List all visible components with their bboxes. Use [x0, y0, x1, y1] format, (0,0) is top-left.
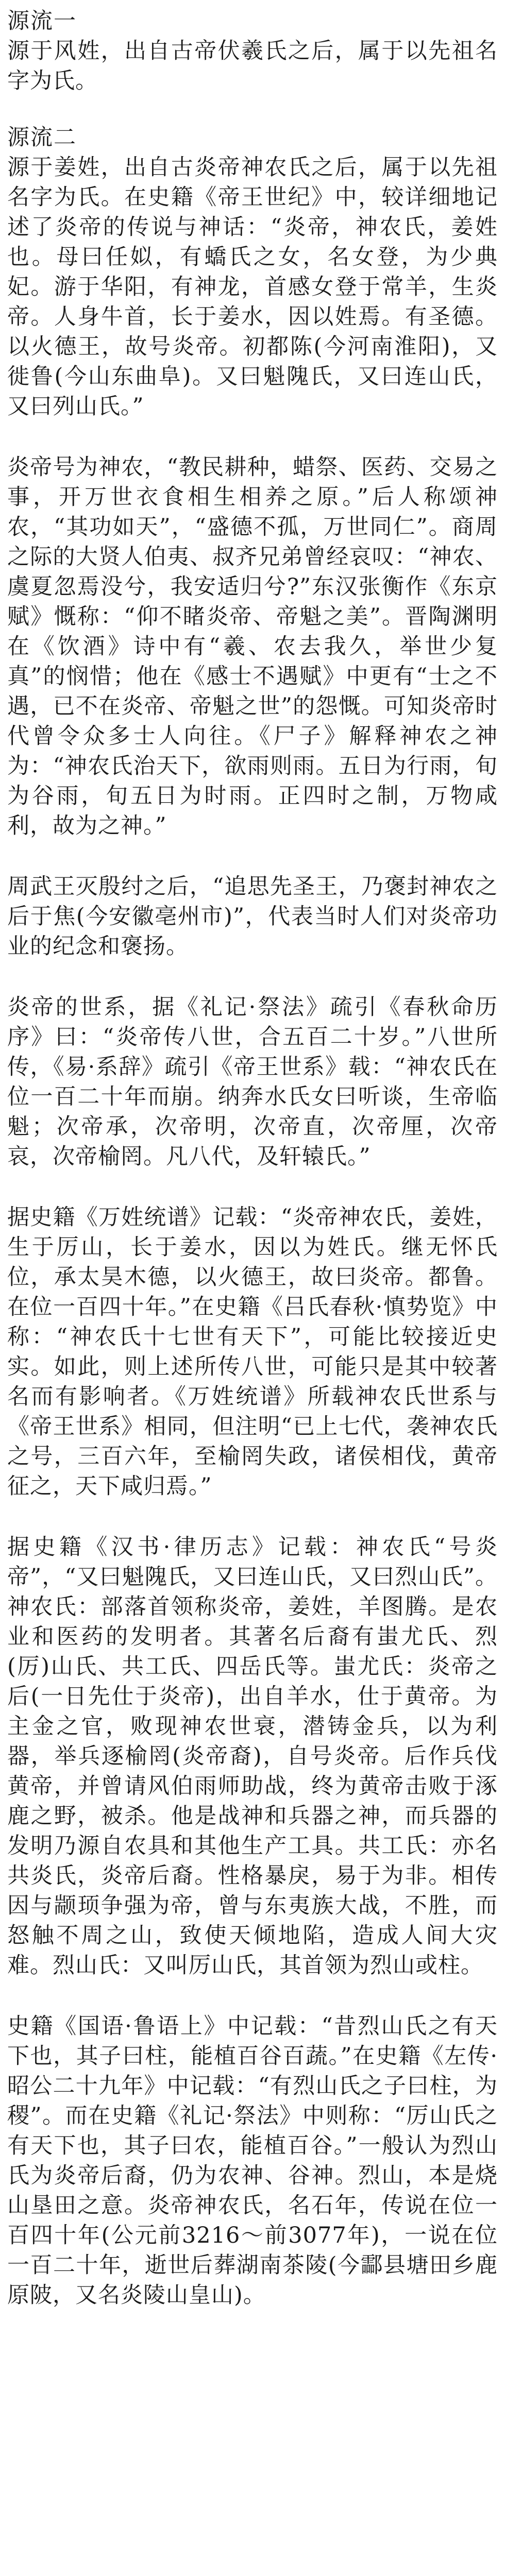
- spacer: [7, 961, 498, 992]
- hanshu-paragraph: 据史籍《汉书·律历志》记载：神农氏“号炎帝”，“又曰魁隗氏，又曰连山氏，又曰烈山氏”。神农氏：部落首领称炎帝，姜姓，羊图腾。是农业和医药的发明者。其著名后裔有蚩尤氏、烈(厉)山氏、共工氏、四岳氏等。蚩尤氏：炎帝之后(一日先仕于炎帝)，出自羊水，仕于黄帝。为主金之官，败现神农世衰，潜铸金兵，以为利器，举兵逐榆罔(炎帝裔)，自号炎帝。后作兵伐黄帝，并曾请风伯雨师助战，终为黄帝击败于涿鹿之野，被杀。他是战神和兵器之神，而兵器的发明乃源自农具和其他生产工具。共工氏：亦名共炎氏，炎帝后裔。性格暴戾，易于为非。相传因与颛顼争强为帝，曾与东夷族大战，不胜，而怒触不周之山，致使天倾地陷，造成人间大灾难。烈山氏：又叫厉山氏，其首领为烈山或柱。: [7, 1534, 498, 1978]
- spacer: [7, 1980, 498, 2011]
- spacer: [7, 1501, 498, 1532]
- spacer: [7, 1172, 498, 1202]
- section-2-heading: 源流二: [7, 125, 77, 150]
- spacer: [7, 841, 498, 872]
- guoyu-paragraph: 史籍《国语·鲁语上》中记载：“昔烈山氏之有天下也，其子曰柱，能植百谷百蔬。”在史籍《左传·昭公二十九年》中记载：“有烈山氏之子曰柱，为稷”。而在史籍《礼记·祭法》中则称：“厉山氏之有天下也，其子曰农，能植百谷。”一般认为烈山氏为炎帝后裔，仍为农神、谷神。烈山，本是烧山垦田之意。炎帝神农氏，名石年，传说在位一百四十年(公元前3216～前3077年)，一说在位一百二十年，逝世后葬湖南茶陵(今酃县塘田乡鹿原陂，又名炎陵山皇山)。: [7, 2013, 498, 2308]
- wanxing-tongpu-paragraph: 据史籍《万姓统谱》记载：“炎帝神农氏，姜姓，生于厉山，长于姜水，因以为姓氏。继无怀氏位，承太昊木德，以火德王，故曰炎帝。都鲁。在位一百四十年。”在史籍《吕氏春秋·慎势览》中称：“神农氏十七世有天下”，可能比较接近史实。如此，则上述所传八世，可能只是其中较著名而有影响者。《万姓统谱》所载神农氏世系与《帝王世系》相同，但注明“已上七代，袭神农氏之号，三百六年，至榆罔失政，诸侯相伐，黄帝征之，天下咸归焉。”: [7, 1205, 498, 1499]
- section-1-heading: 源流一: [7, 8, 77, 34]
- zhou-wuwang-paragraph: 周武王灭殷纣之后，“追思先圣王，乃褒封神农之后于焦(今安徽亳州市)”，代表当时人们对炎帝功业的纪念和褒扬。: [7, 874, 498, 959]
- section-1-paragraph: 源于风姓，出自古帝伏羲氏之后，属于以先祖名字为氏。: [7, 38, 498, 94]
- lineage-paragraph: 炎帝的世系，据《礼记·祭法》疏引《春秋命历序》曰：“炎帝传八世，合五百二十岁。”八世所传，《易·系辞》疏引《帝王世系》载：“神农氏在位一百二十年而崩。纳奔水氏女曰听谈，生帝临魁；次帝承，次帝明，次帝直，次帝厘，次帝哀，次帝榆罔。凡八代，及轩辕氏。”: [7, 994, 498, 1170]
- shennong-paragraph: 炎帝号为神农，“教民耕种，蜡祭、医药、交易之事，开万世衣食相生相养之原。”后人称颂神农，“其功如天”，“盛德不孤，万世同仁”。商周之际的大贤人伯夷、叔齐兄弟曾经哀叹：“神农、虞夏忽焉没兮，我安适归兮?”东汉张衡作《东京赋》慨称：“仰不睹炎帝、帝魁之美”。晋陶渊明在《饮酒》诗中有“羲、农去我久，举世少复真”的悯惜；他在《感士不遇赋》中更有“士之不遇，已不在炎帝、帝魁之世”的怨慨。可知炎帝时代曾令众多士人向往。《尸子》解释神农之神为：“神农氏治天下，欲雨则雨。五日为行雨，旬为谷雨，旬五日为时雨。正四时之制，万物咸利，故为之神。”: [7, 454, 498, 839]
- section-2-paragraph: 源于姜姓，出自古炎帝神农氏之后，属于以先祖名字为氏。在史籍《帝王世纪》中，较详细地记述了炎帝的传说与神话：“炎帝，神农氏，姜姓也。母曰任姒，有蟜氏之女，名女登，为少典妃。游于华阳，有神龙，首感女登于常羊，生炎帝。人身牛首，长于姜水，因以姓焉。有圣德。以火德王，故号炎帝。初都陈(今河南淮阳)，又徙鲁(今山东曲阜)。又曰魁隗氏，又曰连山氏，又曰列山氏。”: [7, 155, 498, 419]
- spacer: [7, 421, 498, 452]
- spacer: [7, 96, 498, 123]
